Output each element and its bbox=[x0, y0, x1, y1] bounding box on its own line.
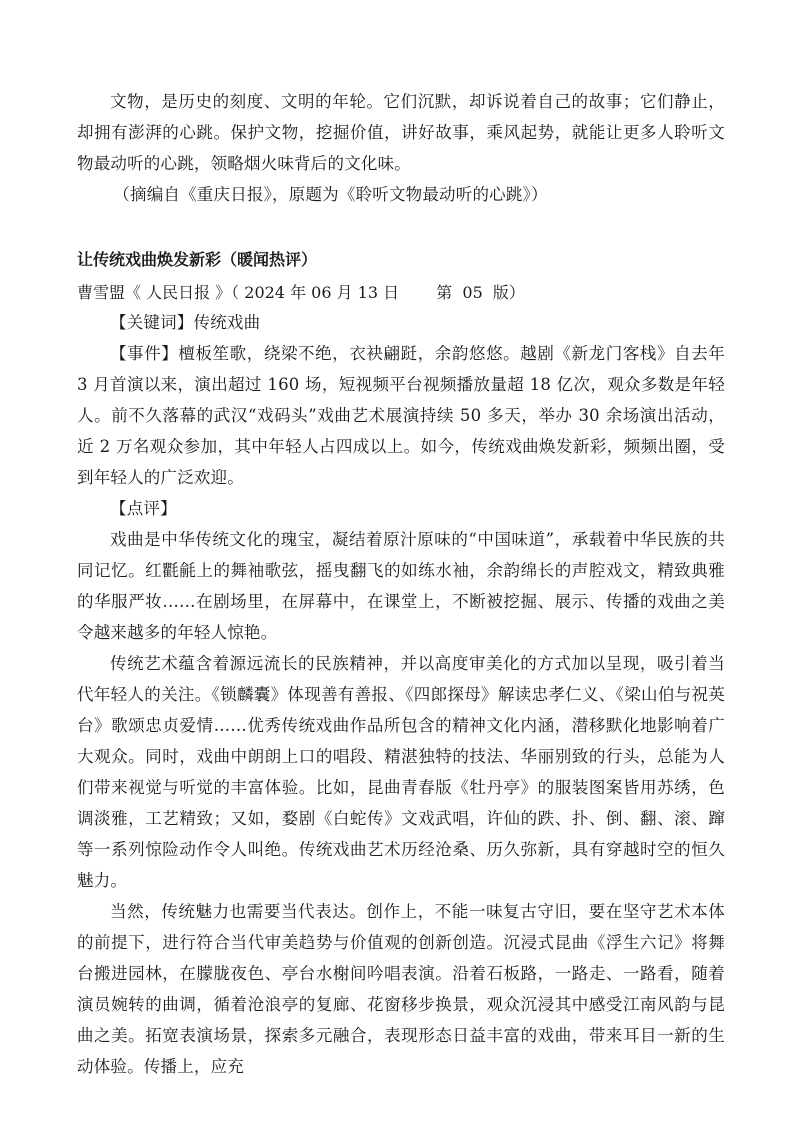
section-gap bbox=[77, 210, 725, 246]
intro-paragraph: 文物，是历史的刻度、文明的年轮。它们沉默，却诉说着自己的故事；它们静止，却拥有澎湃的心跳。保护文物，挖掘价值，讲好故事，乘风起势，就能让更多人聆听文物最动听的心跳，领略烟火味背后的文化味。 bbox=[77, 92, 725, 173]
article-title: 让传统戏曲焕发新彩（暖闻热评） bbox=[77, 250, 318, 269]
article-keyword: 【关键词】传统戏曲 bbox=[110, 313, 261, 332]
intro-source: （摘编自《重庆日报》，原题为《聆听文物最动听的心跳》） bbox=[113, 185, 548, 204]
document-page bbox=[77, 86, 725, 1082]
article-event: 【事件】檀板笙歌，绕梁不绝，衣袂翩跹，余韵悠悠。越剧《新龙门客栈》自去年 3 月首演以来，演出超过 160 场，短视频平台视频播放量超 18 亿次，观众多数是年轻人。前不久落幕的武汉“戏码头”戏曲艺术展演持续 50 多天，举办 30 余场演出活动，近 2 万名观众参加，其中年轻人占四成以上。如今，传统戏曲焕发新彩，频频出圈，受到年轻人的广泛欢迎。 bbox=[77, 344, 725, 487]
article-comment-label: 【点评】 bbox=[110, 499, 177, 518]
article-byline: 曹雪盟《 人民日报 》（ 2024 年 06 月 13 日 第 05 版） bbox=[77, 283, 525, 302]
article-paragraph: 传统艺术蕴含着源远流长的民族精神，并以高度审美化的方式加以呈现，吸引着当代年轻人的关注。《锁麟囊》体现善有善报、《四郎探母》解读忠孝仁义、《梁山伯与祝英台》歌颂忠贞爱情……优秀传统戏曲作品所包含的精神文化内涵，潜移默化地影响着广大观众。同时，戏曲中朗朗上口的唱段、精湛独特的技法、华丽别致的行头，总能为人们带来视觉与听觉的丰富体验。比如，昆曲青春版《牡丹亭》的服装图案皆用苏绣，色调淡雅，工艺精致；又如，婺剧《白蛇传》文戏武唱，许仙的跌、扑、倒、翻、滚、蹿等一系列惊险动作令人叫绝。传统戏曲艺术历经沧桑、历久弥新，具有穿越时空的恒久魅力。 bbox=[77, 654, 725, 890]
article-paragraph: 戏曲是中华传统文化的瑰宝，凝结着原汁原味的“中国味道”，承载着中华民族的共同记忆。红氍毹上的舞袖歌弦，摇曳翻飞的如练水袖，余韵绵长的声腔戏文，精致典雅的华服严妆……在剧场里，在屏幕中，在课堂上，不断被挖掘、展示、传播的戏曲之美令越来越多的年轻人惊艳。 bbox=[77, 530, 725, 642]
article-paragraph: 当然，传统魅力也需要当代表达。创作上，不能一味复古守旧，要在坚守艺术本体的前提下，进行符合当代审美趋势与价值观的创新创造。沉浸式昆曲《浮生六记》将舞台搬进园林，在朦胧夜色、亭台水榭间吟唱表演。沿着石板路，一路走、一路看，随着演员婉转的曲调，循着沧浪亭的复廊、花窗移步换景，观众沉浸其中感受江南风韵与昆曲之美。拓宽表演场景，探索多元融合，表现形态日益丰富的戏曲，带来耳目一新的生动体验。传播上，应充 bbox=[77, 902, 725, 1076]
